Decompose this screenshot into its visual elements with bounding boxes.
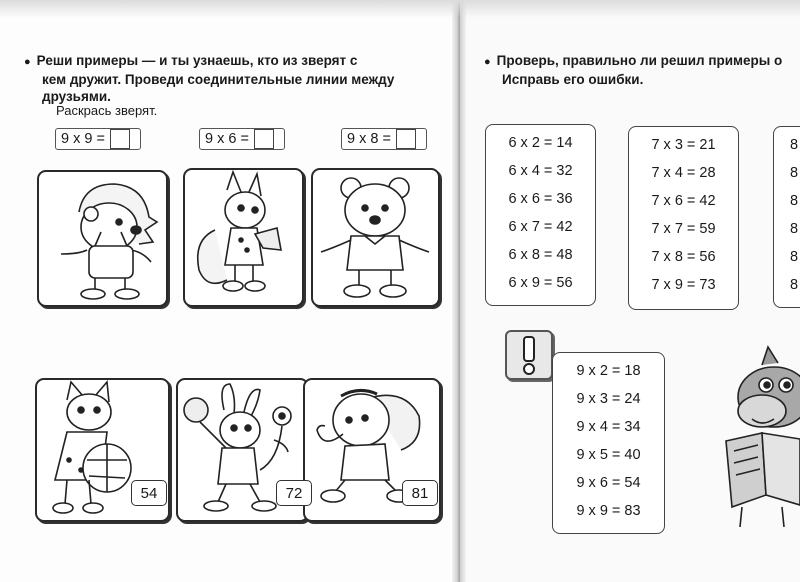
table-row[interactable]: 6 x 6 = 36 xyxy=(508,191,573,207)
bear-icon xyxy=(313,170,438,305)
hedgehog-card[interactable] xyxy=(37,170,168,307)
equation-card[interactable]: 9 x 9 = xyxy=(55,128,141,150)
table-row[interactable]: 8 xyxy=(790,249,799,265)
answer-box[interactable] xyxy=(254,129,274,149)
table-row[interactable]: 8 xyxy=(790,137,799,153)
table-row[interactable]: 8 xyxy=(790,277,799,293)
multiplication-table-9 xyxy=(552,352,665,534)
table-row[interactable]: 7 x 6 = 42 xyxy=(651,193,716,209)
answer-label: 81 xyxy=(402,480,438,506)
table-row[interactable]: 7 x 3 = 21 xyxy=(651,137,716,153)
table-row[interactable]: 6 x 4 = 32 xyxy=(508,163,573,179)
hedgehog-icon xyxy=(39,172,166,305)
bullet-icon: ● xyxy=(24,56,31,68)
table-row[interactable]: 8 xyxy=(790,165,799,181)
bear-card[interactable] xyxy=(311,168,440,307)
donkey-icon xyxy=(722,345,800,527)
answer-label: 72 xyxy=(276,480,312,506)
task-instruction-left: ● Реши примеры — и ты узнаешь, кто из зверят с кем дружит. Проведи соединительные линии между друзьями. xyxy=(24,53,395,104)
table-row[interactable]: 7 x 9 = 73 xyxy=(651,277,716,293)
answer-box[interactable] xyxy=(110,129,130,149)
scan-shadow xyxy=(0,0,800,18)
table-row[interactable]: 9 x 6 = 54 xyxy=(576,475,641,491)
table-row[interactable]: 8 xyxy=(790,221,799,237)
answer-box[interactable] xyxy=(396,129,416,149)
table-row[interactable]: 6 x 7 = 42 xyxy=(508,219,573,235)
table-row[interactable]: 9 x 9 = 83 xyxy=(576,503,641,519)
table-row[interactable]: 6 x 8 = 48 xyxy=(508,247,573,263)
squirrel-card[interactable] xyxy=(183,168,304,307)
sub-instruction: Раскрась зверят. xyxy=(56,103,158,118)
table-row[interactable]: 9 x 3 = 24 xyxy=(576,391,641,407)
table-row[interactable]: 6 x 2 = 14 xyxy=(508,135,573,151)
table-row[interactable]: 9 x 4 = 34 xyxy=(576,419,641,435)
squirrel-icon xyxy=(185,170,302,305)
multiplication-table-8 xyxy=(773,126,800,308)
table-row[interactable]: 7 x 8 = 56 xyxy=(651,249,716,265)
table-row[interactable]: 9 x 2 = 18 xyxy=(576,363,641,379)
table-row[interactable]: 7 x 7 = 59 xyxy=(651,221,716,237)
table-row[interactable]: 9 x 5 = 40 xyxy=(576,447,641,463)
table-row[interactable]: 8 xyxy=(790,193,799,209)
multiplication-table-7 xyxy=(628,126,739,310)
exclamation-icon xyxy=(505,330,553,380)
equation-card[interactable]: 9 x 8 = xyxy=(341,128,427,150)
bullet-icon: ● xyxy=(484,56,491,68)
task-instruction-right: ● Проверь, правильно ли решил примеры о Исправь его ошибки. xyxy=(484,53,783,87)
table-row[interactable]: 7 x 4 = 28 xyxy=(651,165,716,181)
answer-label: 54 xyxy=(131,480,167,506)
multiplication-table-6 xyxy=(485,124,596,306)
book-spine xyxy=(452,0,466,582)
table-row[interactable]: 6 x 9 = 56 xyxy=(508,275,573,291)
equation-card[interactable]: 9 x 6 = xyxy=(199,128,285,150)
